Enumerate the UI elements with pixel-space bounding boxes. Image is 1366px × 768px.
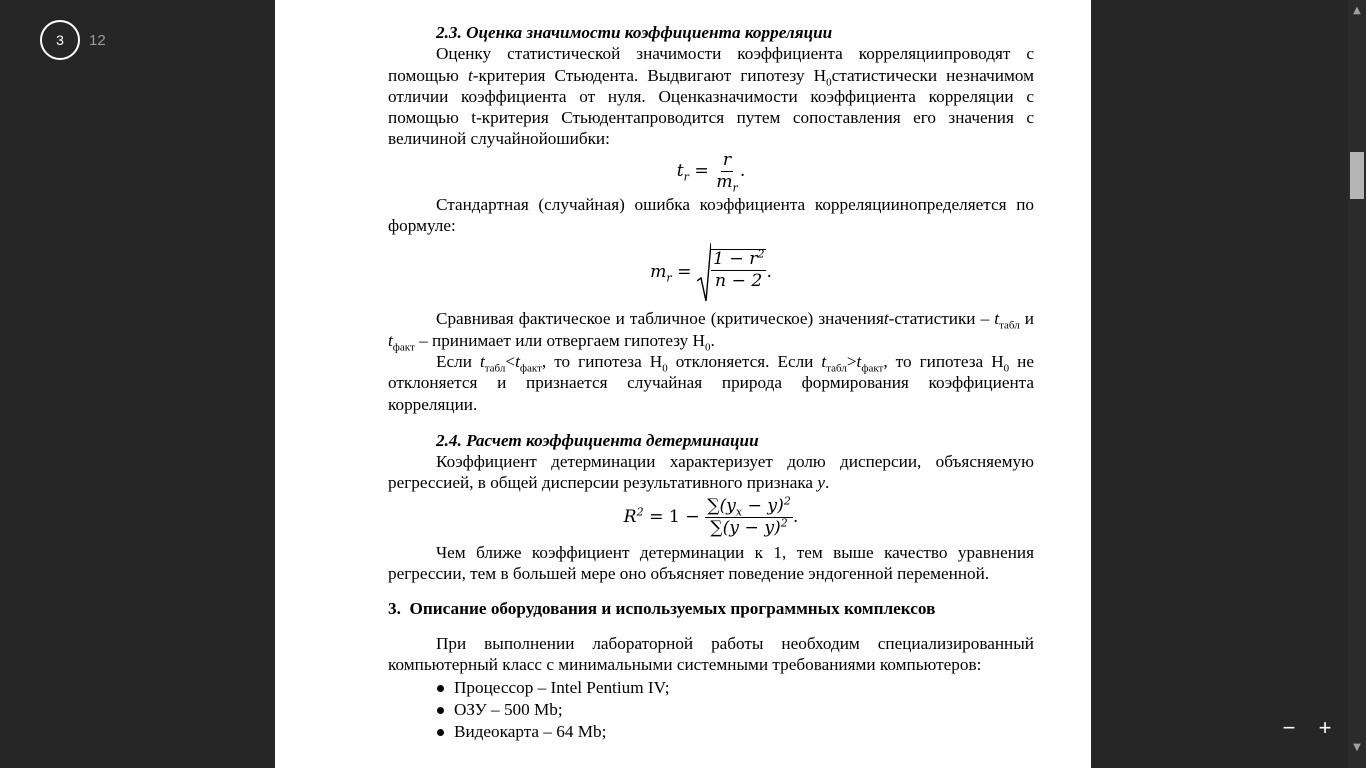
section-2-4-paragraph-2: Чем ближе коэффициент детерминации к 1, тем выше качество уравнения регрессии, тем в большей мере оно объясняет поведение эндогенной переменной. [388, 542, 1034, 584]
current-page-badge[interactable] [40, 20, 80, 60]
scroll-up-icon[interactable]: ▲ [1353, 5, 1361, 16]
formula-t-statistic: $t_r$ = $\frac{r}{m_r}$ . [676, 150, 746, 195]
current-page-number: 3 [56, 32, 64, 48]
list-item: ОЗУ – 500 Mb; [388, 699, 1034, 721]
section-2-3-heading: 2.3. Оценка значимости коэффициента корреляции [436, 23, 833, 42]
list-item: Процессор – Intel Pentium IV; [388, 677, 1034, 699]
section-2-3-paragraph-3: Сравнивая фактическое и табличное (критическое) значенияt-статистики – $t_{табл}$ и $t_{факт}$ – принимает или отвергаем гипотезу $H_0$. [388, 309, 1034, 354]
section-3-paragraph-1: При выполнении лабораторной работы необходим специализированный компьютерный класс с минимальными системными требованиями компьютеров: [388, 633, 1034, 674]
section-2-3-paragraph-2: Стандартная (случайная) ошибка коэффициента корреляциинопределяется по формуле: [388, 194, 1034, 236]
section-2-4-heading: 2.4. Расчет коэффициента детерминации [436, 430, 759, 450]
sqrt-sign-icon [697, 241, 711, 303]
section-2-3-paragraph-4: Если $t_{табл}<t_{факт}$, то гипотеза $H_0$ отклоняется. Если $t_{табл}>t_{факт}$, то гипотеза $H_0$ не отклоняется и признается случайная природа формирования коэффициента корреляции. [388, 351, 1035, 414]
requirements-list [388, 677, 1034, 743]
total-pages: 12 [89, 31, 106, 49]
formula-determination: $R^2$ = 1 − $\frac{\sum(y_x - y)^2}{\sum(y - \overline{y})^2}$ . [623, 494, 799, 539]
page-indicator [40, 20, 106, 60]
zoom-out-button[interactable]: − [1282, 715, 1296, 740]
document-content [388, 22, 1034, 743]
scroll-down-icon[interactable]: ▼ [1353, 742, 1361, 753]
scrollbar-thumb[interactable] [1350, 152, 1364, 199]
section-2-4-paragraph-1: Коэффициент детерминации характеризует долю дисперсии, объясняемую регрессией, в общей дисперсии результативного признака y. [388, 452, 1034, 493]
section-3-heading: 3. Описание оборудования и используемых программных комплексов [388, 599, 936, 619]
document-page [275, 0, 1091, 768]
formula-standard-error: $m_r$ = $\frac{1 - r^2}{n - 2}$ . [388, 236, 1034, 308]
zoom-in-button[interactable]: + [1318, 715, 1332, 740]
list-item: Видеокарта – 64 Mb; [388, 721, 1034, 743]
section-2-3-paragraph-1: Оценку статистической значимости коэффициента корреляциипроводят с помощью t-критерия Стьюдента. Выдвигают гипотезу $H_0статистически$ незначимом отличии коэффициента от нуля. Оценказначимости коэффициента корреляции с помощью t-критерия Стьюдентапроводится путем сопоставления его значения с величиной случайнойошибки: [388, 44, 1034, 149]
vertical-scrollbar[interactable] [1348, 0, 1366, 768]
